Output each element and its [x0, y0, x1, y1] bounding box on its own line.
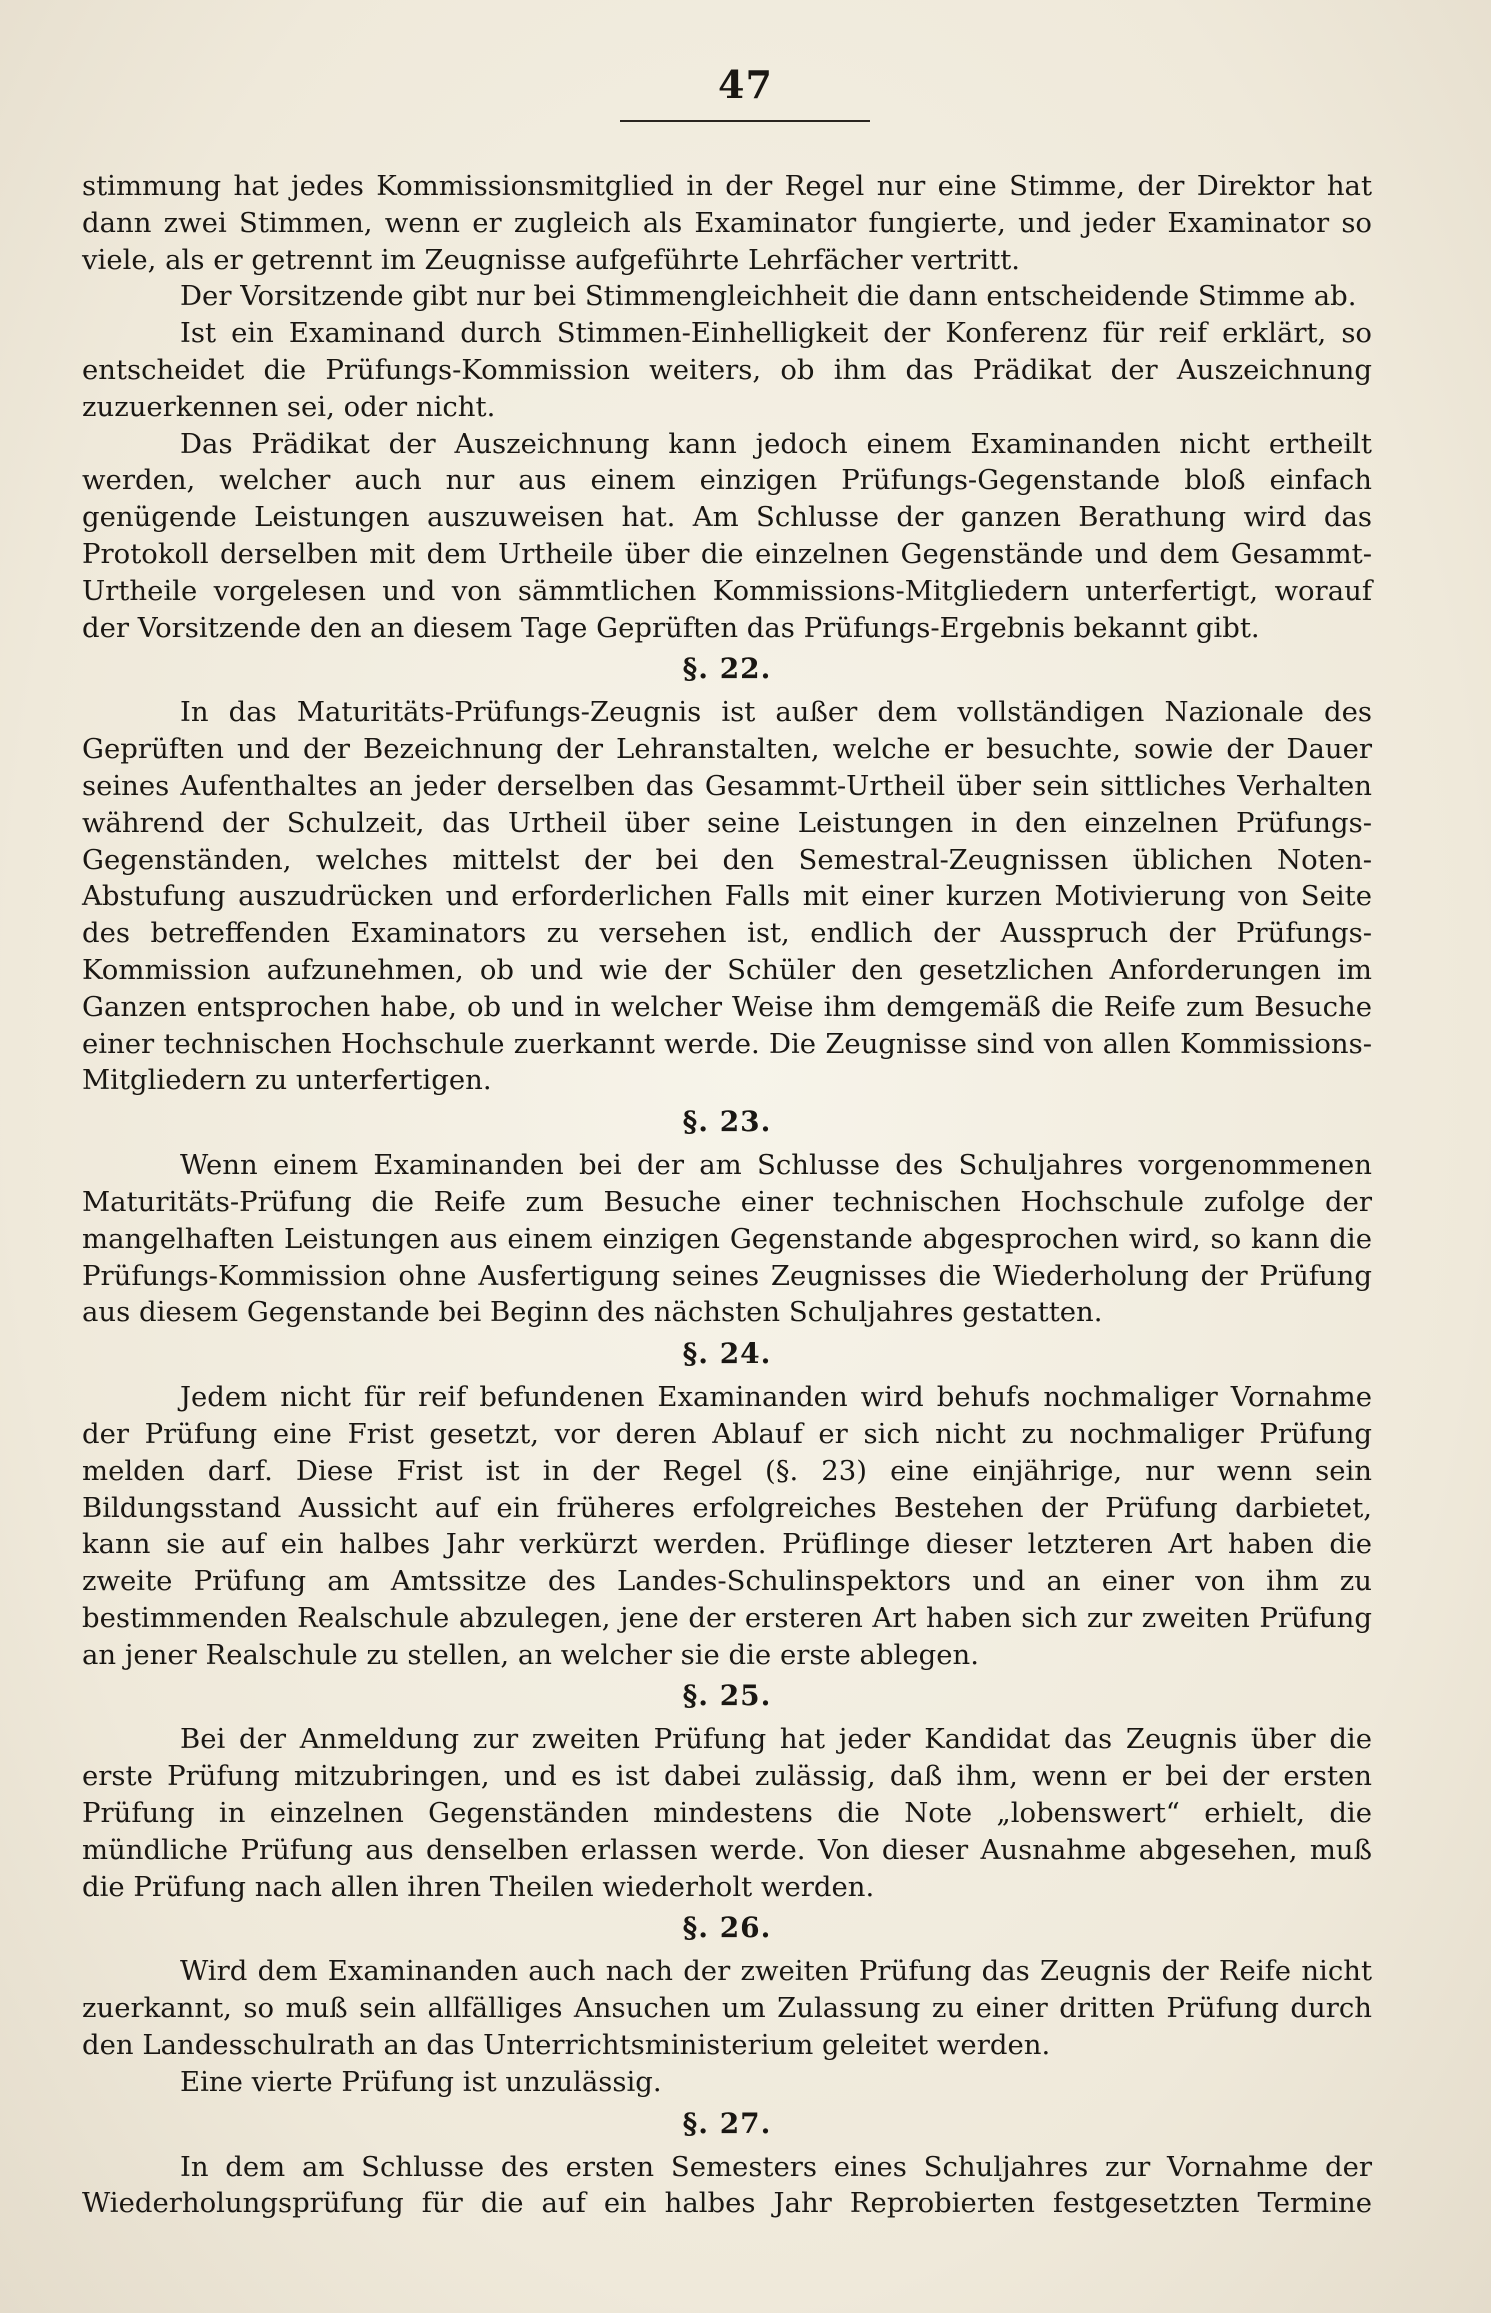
- section-heading-26: §. 26.: [682, 1911, 772, 1945]
- paragraph-repeat-exam-dates: In dem am Schlusse des ersten Semesters eines Schuljahres zur Vornahme der Wiederholungsprüfung für die auf ein halbes Jahr Reprobierten festgesetzten Termine: [82, 2150, 1372, 2220]
- section-heading-23: §. 23.: [682, 1105, 772, 1139]
- section-heading-25: §. 25.: [682, 1679, 772, 1713]
- paragraph-waiting-period: Jedem nicht für reif befundenen Examinanden wird behufs nochmaliger Vornahme der Prüfung eine Frist gesetzt, vor deren Ablauf er sich nicht zu nochmaliger Prüfung melden darf. Diese Frist ist in der Regel (§. 23) eine einjährige, nur wenn sein Bildungsstand Aussicht auf ein früheres erfolgreiches Bestehen der Prüfung darbietet, kann sie auf ein halbes Jahr verkürzt werden. Prüflinge dieser letzteren Art haben die zweite Prüfung am Amtssitze des Landes-Schulinspektors und an einer von ihm zu bestimmenden Realschule abzulegen, jene der ersteren Art haben sich zur zweiten Prüfung an jener Realschule zu stellen, an welcher sie die erste ablegen.: [82, 1381, 1372, 1671]
- paragraph-repeat-single-subject: Wenn einem Examinanden bei der am Schlusse des Schuljahres vorgenommenen Maturitäts-Prüfung die Reife zum Besuche einer technischen Hochschule zufolge der mangelhaften Leistungen aus einem einzigen Gegenstande abgesprochen wird, so kann die Prüfungs-Kommission ohne Ausfertigung seines Zeugnisses die Wiederholung der Prüfung aus diesem Gegenstande bei Beginn des nächsten Schuljahres gestatten.: [82, 1149, 1372, 1329]
- paragraph-continued-vote-rules: stimmung hat jedes Kommissionsmitglied in der Regel nur eine Stimme, der Direktor hat dann zwei Stimmen, wenn er zugleich als Examinator fungierte, und jeder Examinator so viele, als er getrennt im Zeugnisse aufgeführte Lehrfächer vertritt.: [82, 170, 1372, 276]
- paragraph-second-exam-registration: Bei der Anmeldung zur zweiten Prüfung hat jeder Kandidat das Zeugnis über die erste Prüfung mitzubringen, und es ist dabei zulässig, daß ihm, wenn er bei der ersten Prüfung in einzelnen Gegenständen mindestens die Note „lobenswert“ erhielt, die mündliche Prüfung aus denselben erlassen werde. Von dieser Ausnahme abgesehen, muß die Prüfung nach allen ihren Theilen wiederholt werden.: [82, 1723, 1372, 1903]
- section-heading-22: §. 22.: [682, 652, 772, 686]
- page-number: 47: [718, 62, 773, 107]
- paragraph-chair-vote: Der Vorsitzende gibt nur bei Stimmengleichheit die dann entscheidende Stimme ab.: [180, 280, 1357, 313]
- section-heading-27: §. 27.: [682, 2106, 772, 2140]
- paragraph-distinction-restriction: Das Prädikat der Auszeichnung kann jedoch einem Examinanden nicht ertheilt werden, welcher auch nur aus einem einzigen Prüfungs-Gegenstande bloß einfach genügende Leistungen auszuweisen hat. Am Schlusse der ganzen Berathung wird das Protokoll derselben mit dem Urtheile über die einzelnen Gegenstände und dem Gesammt-Urtheile vorgelesen und von sämmtlichen Kommissions-Mitgliedern unterfertigt, worauf der Vorsitzende den an diesem Tage Geprüften das Prüfungs-Ergebnis bekannt gibt.: [82, 427, 1372, 644]
- paragraph-third-exam: Wird dem Examinanden auch nach der zweiten Prüfung das Zeugnis der Reife nicht zuerkannt, so muß sein allfälliges Ansuchen um Zulassung zu einer dritten Prüfung durch den Landesschulrath an das Unterrichtsministerium geleitet werden.: [82, 1955, 1372, 2062]
- header-rule: [620, 120, 870, 122]
- paragraph-distinction-decision: Ist ein Examinand durch Stimmen-Einhelligkeit der Konferenz für reif erklärt, so entscheidet die Prüfungs-Kommission weiters, ob ihm das Prädikat der Auszeichnung zuzuerkennen sei, oder nicht.: [82, 317, 1372, 423]
- body-text: [82, 168, 1372, 2222]
- section-heading-24: §. 24.: [682, 1337, 772, 1371]
- paragraph-fourth-exam: Eine vierte Prüfung ist unzulässig.: [180, 2065, 662, 2098]
- paragraph-certificate-contents: In das Maturitäts-Prüfungs-Zeugnis ist außer dem vollständigen Nazionale des Geprüften und der Bezeichnung der Lehranstalten, welche er besuchte, sowie der Dauer seines Aufenthaltes an jeder derselben das Gesammt-Urtheil über sein sittliches Verhalten während der Schulzeit, das Urtheil über seine Leistungen in den einzelnen Prüfungs-Gegenständen, welches mittelst der bei den Semestral-Zeugnissen üblichen Noten-Abstufung auszudrücken und erforderlichen Falls mit einer kurzen Motivierung von Seite des betreffenden Examinators zu versehen ist, endlich der Ausspruch der Prüfungs-Kommission aufzunehmen, ob und wie der Schüler den gesetzlichen Anforderungen im Ganzen entsprochen habe, ob und in welcher Weise ihm demgemäß die Reife zum Besuche einer technischen Hochschule zuerkannt werde. Die Zeugnisse sind von allen Kommissions-Mitgliedern zu unterfertigen.: [82, 696, 1372, 1097]
